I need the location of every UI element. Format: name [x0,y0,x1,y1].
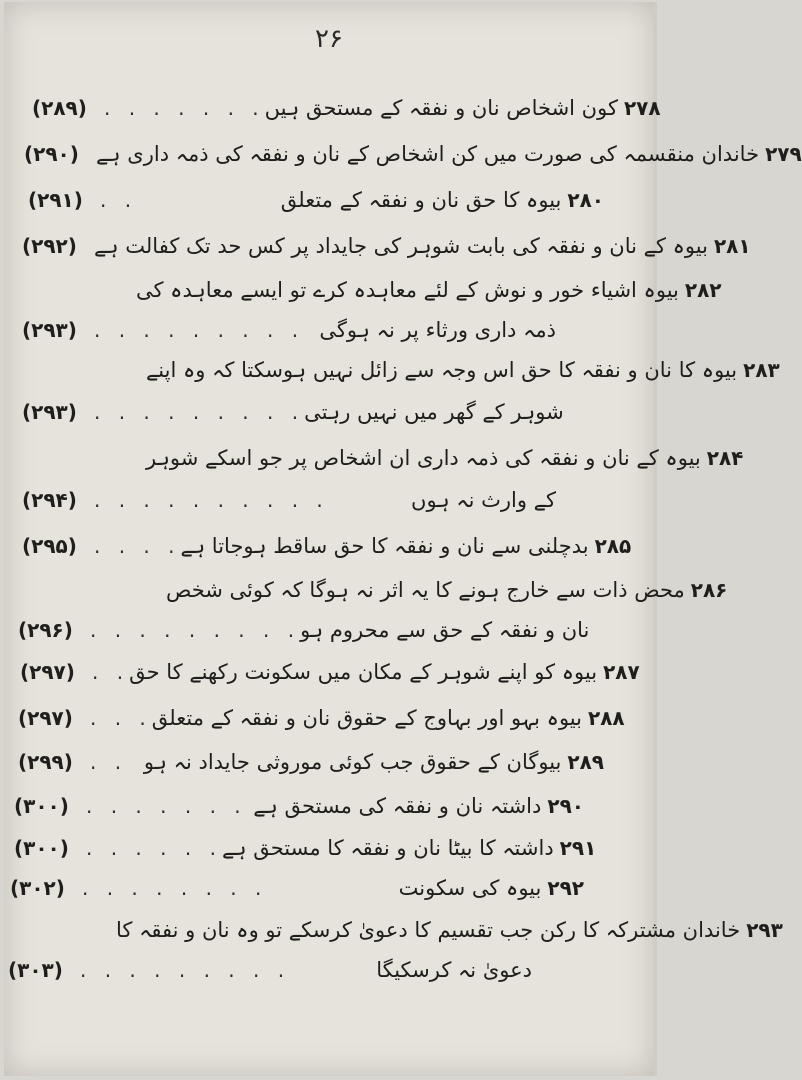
entry-page-ref: (۲۹۷) [20,660,75,684]
entry-title: بیوہ کے نان و نفقہ کی بابت شوہر کی جایداد پر کس حد تک کفالت ہے [94,234,708,258]
entry-title: خاندان مشترکہ کا رکن جب تقسیم کا دعویٰ کرسکے تو وہ نان و نفقہ کا [116,918,741,942]
entry-number: ۲۸۸ [587,706,625,730]
entry-page-ref: (۲۹۱) [28,188,83,212]
entry-page-ref: (۳۰۰) [14,836,69,860]
entry-page-ref: (۲۸۹) [32,96,87,120]
entry-page-ref: (۲۹۴) [22,488,77,512]
toc-entry-284-cont [22,480,562,520]
leader-dots: . . [100,188,138,212]
entry-title: ذمہ داری ورثاء پر نہ ہوگی [319,318,556,342]
entry-page-ref: (۳۰۳) [8,958,63,982]
leader-dots: . . . . . . . . . [90,618,301,642]
toc-entry-293 [44,910,783,950]
entry-page-ref: (۲۹۷) [18,706,73,730]
leader-dots: . . . . . . . . . [94,400,305,424]
entry-title: بیوہ کا نان و نفقہ کا حق اس وجہ سے زائل نہیں ہوسکتا کہ وہ اپنے [146,358,738,382]
toc-entry-283 [74,350,780,390]
entry-page-ref: (۲۹۰) [24,142,79,166]
entry-title: بیوگان کے حقوق جب کوئی موروثی جایداد نہ ہو [143,750,562,774]
toc-entry-293-cont [8,950,538,990]
entry-title: بیوہ کی سکونت [398,876,542,900]
leader-dots: . . . . . . . . . . [94,488,329,512]
entry-title: محض ذات سے خارج ہونے کا یہ اثر نہ ہوگا کہ کوئی شخص [166,578,685,602]
book-page [4,2,802,1076]
leader-dots: . . [92,660,130,684]
entry-number: ۲۸۹ [567,750,604,774]
leader-dots: . . [90,750,128,774]
leader-dots: . . . . . . . . . [80,958,291,982]
entry-title: کے وارث نہ ہوں [411,488,556,512]
toc-entry-281 [22,226,751,266]
entry-number: ۲۸۶ [690,578,728,602]
entry-title: بیوہ کا حق نان و نفقہ کے متعلق [280,188,562,212]
entry-title: داشتہ نان و نفقہ کی مستحق ہے [253,794,542,818]
entry-title: بیوہ اشیاء خور و نوش کے لئے معاہدہ کرے تو ایسے معاہدہ کی [136,278,679,302]
entry-number: ۲۸۱ [713,234,751,258]
leader-dots: . . . . . . . . [82,876,268,900]
entry-title: داشتہ کا بیٹا نان و نفقہ کا مستحق ہے [221,836,554,860]
entry-page-ref: (۲۹۵) [22,534,77,558]
entry-number: ۲۹۲ [547,876,584,900]
entry-title: بدچلنی سے نان و نفقہ کا حق ساقط ہوجاتا ہے [180,534,589,558]
leader-dots: . . . . [94,534,181,558]
page-number: ۲۶ [315,24,343,54]
entry-title: شوہر کے گھر میں نہیں رہتی [304,400,564,424]
entry-page-ref: (۲۹۳) [22,400,77,424]
entry-number: ۲۸۵ [594,534,632,558]
entry-number: ۲۸۳ [743,358,780,382]
leader-dots: . . . . . . . . . [94,318,305,342]
entry-number: ۲۸۴ [706,446,744,470]
entry-page-ref: (۲۹۶) [18,618,73,642]
toc-entry-282-cont [22,310,562,350]
toc-entry-291 [14,828,597,868]
toc-entry-280 [28,180,604,220]
toc-entry-289 [18,742,604,782]
entry-title: کون اشخاص نان و نفقہ کے مستحق ہیں [264,96,618,120]
toc-entry-278 [32,88,661,128]
toc-entry-292 [10,868,584,908]
entry-title: خاندان منقسمہ کی صورت میں کن اشخاص کے نان و نفقہ کی ذمہ داری ہے [96,142,760,166]
leader-dots: . . . . . . [86,836,222,860]
entry-number: ۲۹۳ [746,918,783,942]
toc-entry-285 [22,526,632,566]
entry-number: ۲۸۰ [567,188,604,212]
entry-title: نان و نفقہ کے حق سے محروم ہو [300,618,590,642]
entry-number: ۲۸۲ [684,278,722,302]
toc-entry-282 [64,270,722,310]
toc-entry-286-cont [18,610,590,650]
entry-number: ۲۹۰ [547,794,584,818]
toc-entry-290 [14,786,584,826]
entry-title: دعویٰ نہ کرسکیگا [376,958,532,982]
entry-number: ۲۷۹ [765,142,802,166]
entry-page-ref: (۲۹۳) [22,318,77,342]
toc-entry-279 [24,134,802,174]
entry-page-ref: (۳۰۲) [10,876,65,900]
toc-entry-286 [94,570,728,610]
entry-page-ref: (۳۰۰) [14,794,69,818]
entry-title: بیوہ کے نان و نفقہ کی ذمہ داری ان اشخاص پر جو اسکے شوہر [146,446,701,470]
toc-entry-283-cont [22,392,562,432]
entry-page-ref: (۲۹۲) [22,234,77,258]
entry-title: بیوہ کو اپنے شوہر کے مکان میں سکونت رکھنے کا حق [129,660,598,684]
entry-number: ۲۹۱ [559,836,597,860]
entry-number: ۲۸۷ [603,660,640,684]
toc-entry-288 [18,698,625,738]
toc-entry-287 [20,652,640,692]
entry-number: ۲۷۸ [623,96,661,120]
leader-dots: . . . [90,706,152,730]
leader-dots: . . . . . . . [104,96,265,120]
toc-entry-284 [74,438,744,478]
entry-title: بیوہ بہو اور بہاوج کے حقوق نان و نفقہ کے متعلق [151,706,582,730]
entry-page-ref: (۲۹۹) [18,750,73,774]
leader-dots: . . . . . . . [86,794,247,818]
